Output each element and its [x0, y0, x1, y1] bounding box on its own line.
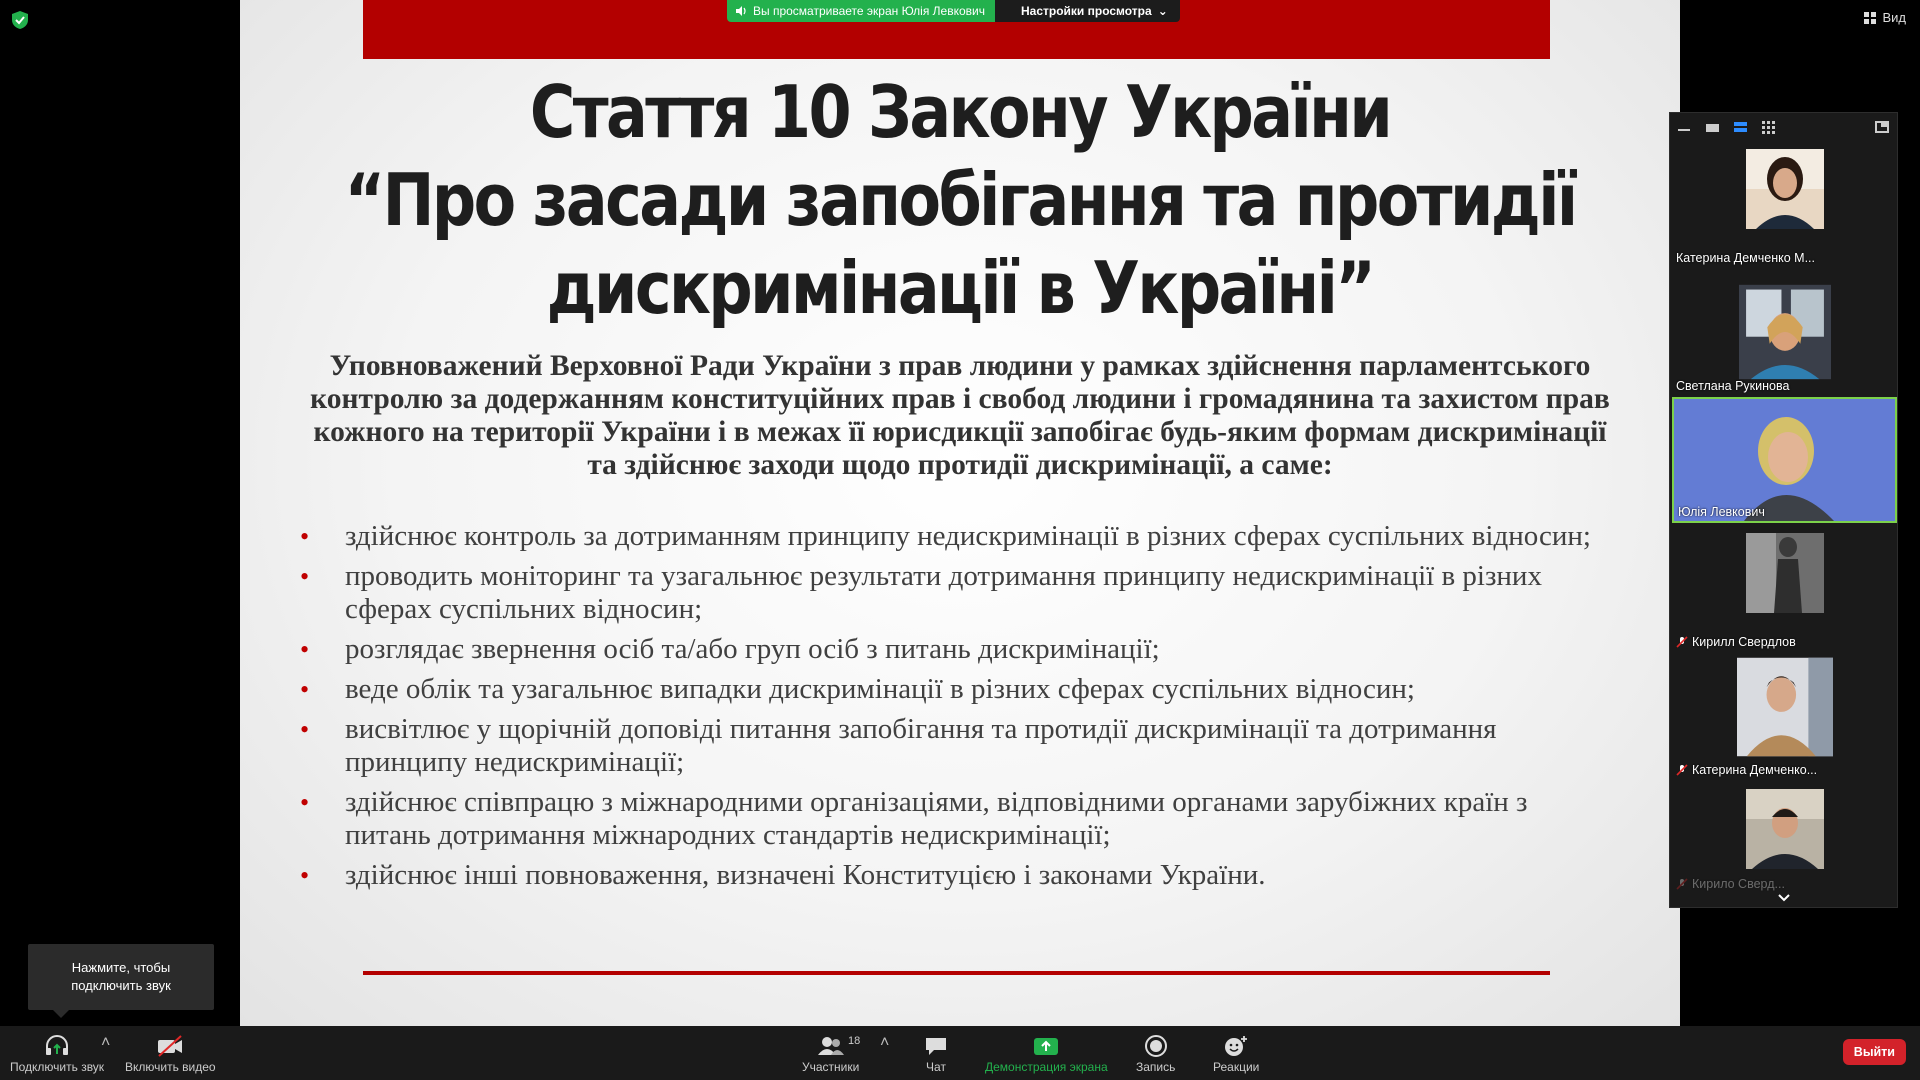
participant-video	[1746, 789, 1824, 869]
record-icon	[1144, 1034, 1168, 1058]
participant-name: Кирило Сверд...	[1676, 877, 1785, 891]
slide-bullet: • здійснює співпрацю з міжнародними організаціями, відповідними органами зарубіжних країн з питань дотримання міжнародних стандартів недискримінації;	[300, 786, 1528, 851]
participants-icon	[817, 1035, 845, 1057]
slide-lead-paragraph: Уповноважений Верховної Ради України з прав людини у рамках здійснення парламентського контролю за додержанням конституційних прав і свобод людини і громадянина та захистом прав кожного на території України і в межах її юрисдикції запобігає будь-яким формам дискримінації та здійснює заходи щодо протидії дискримінації, а саме:	[310, 350, 1610, 481]
record-label: Запись	[1136, 1060, 1176, 1074]
shared-screen	[240, 0, 1680, 1026]
slide-bullet: • висвітлює у щорічній доповіді питання запобігання та протидії дискримінації та дотримання принципу недискримінації;	[300, 713, 1497, 778]
participant-tile[interactable]	[1672, 525, 1897, 651]
participant-tile[interactable]	[1672, 141, 1897, 267]
participant-tile[interactable]	[1672, 269, 1897, 395]
participant-name: Юлія Левкович	[1678, 505, 1765, 519]
participant-video	[1746, 149, 1824, 229]
chevron-down-icon: ⌄	[1157, 4, 1168, 18]
mic-muted-icon	[1676, 878, 1688, 890]
mic-muted-icon	[1676, 764, 1688, 776]
hide-video-icon[interactable]	[1706, 121, 1720, 133]
participant-video	[1674, 399, 1895, 521]
join-audio-label: Подключить звук	[10, 1060, 105, 1074]
chevron-down-icon[interactable]	[1777, 893, 1791, 903]
slide-title-line: “Про засади запобігання та протидії	[344, 158, 1576, 242]
bullet-dot-icon: •	[300, 635, 310, 664]
slide-footer-line	[363, 971, 1550, 975]
participant-video-panel	[1669, 112, 1898, 908]
audio-options-chevron-icon[interactable]: ˄	[101, 1034, 111, 1051]
start-video-button[interactable]	[125, 1032, 216, 1074]
participant-tile-active[interactable]	[1672, 397, 1897, 523]
slide-bullet: • здійснює інші повноваження, визначені Конституцією і законами України.	[300, 859, 1266, 891]
share-screen-icon	[1033, 1035, 1059, 1057]
participants-count: 18	[848, 1035, 861, 1047]
speaker-view-icon[interactable]	[1734, 121, 1748, 133]
participant-name: Катерина Демченко...	[1676, 763, 1817, 777]
participants-options-chevron-icon[interactable]: ˄	[880, 1034, 890, 1051]
minimize-icon[interactable]	[1678, 121, 1692, 133]
slide-bullet: • проводить моніторинг та узагальнює результати дотримання принципу недискримінації в різних сферах суспільних відносин;	[300, 560, 1542, 625]
record-button[interactable]	[1136, 1032, 1175, 1074]
participant-name: Катерина Демченко М...	[1676, 251, 1816, 265]
start-video-label: Включить видео	[125, 1060, 216, 1074]
bullet-dot-icon: •	[300, 788, 310, 817]
chat-button[interactable]	[924, 1032, 948, 1074]
popout-icon[interactable]	[1875, 121, 1889, 133]
bullet-dot-icon: •	[300, 675, 310, 704]
join-audio-tooltip: Нажмите, чтобы подключить звук	[28, 944, 214, 1010]
bullet-dot-icon: •	[300, 562, 310, 591]
viewing-indicator	[727, 0, 995, 22]
view-button[interactable]	[1864, 10, 1906, 25]
participants-label: Участники	[802, 1060, 860, 1074]
participant-tile[interactable]	[1672, 781, 1897, 893]
slide-bullet: • веде облік та узагальнює випадки дискримінації в різних сферах суспільних відносин;	[300, 673, 1415, 705]
participant-video	[1739, 269, 1831, 395]
participant-name: Светлана Рукинова	[1676, 379, 1790, 393]
shield-icon[interactable]	[10, 10, 30, 30]
participant-video	[1737, 653, 1833, 761]
gallery-view-icon[interactable]	[1762, 121, 1776, 133]
video-panel-toolbar	[1670, 113, 1897, 141]
slide-title-line: дискримінації в Україні”	[546, 246, 1374, 330]
view-options-button[interactable]	[995, 0, 1180, 22]
share-screen-label: Демонстрация экрана	[985, 1060, 1108, 1074]
slide-bullet-list	[300, 520, 1620, 899]
slide-bullet: • розглядає звернення осіб та/або груп осіб з питань дискримінації;	[300, 633, 1160, 665]
slide-title-line: Стаття 10 Закону України	[529, 70, 1391, 154]
leave-button[interactable]: Выйти	[1843, 1039, 1906, 1065]
chat-label: Чат	[926, 1060, 946, 1074]
reactions-button[interactable]	[1213, 1032, 1259, 1074]
view-grid-icon	[1864, 12, 1876, 24]
slide-title	[341, 68, 1579, 332]
video-off-icon	[156, 1035, 184, 1057]
share-screen-button[interactable]	[985, 1032, 1108, 1074]
view-options-label: Настройки просмотра	[1020, 4, 1152, 18]
mic-muted-icon	[1676, 636, 1688, 648]
reactions-label: Реакции	[1213, 1060, 1260, 1074]
participant-name: Кирилл Свердлов	[1676, 635, 1796, 649]
headphones-icon	[44, 1035, 70, 1057]
viewing-text: Вы просматриваете экран Юлія Левкович	[753, 4, 985, 18]
bullet-dot-icon: •	[300, 715, 310, 744]
view-button-label: Вид	[1882, 10, 1906, 25]
speaker-icon	[735, 5, 747, 17]
reactions-icon	[1223, 1034, 1249, 1058]
participant-tile[interactable]	[1672, 653, 1897, 779]
bullet-dot-icon: •	[300, 861, 310, 890]
meeting-controls-bar	[0, 1026, 1920, 1080]
join-audio-button[interactable]	[10, 1032, 104, 1074]
participant-video	[1746, 533, 1824, 613]
screen-share-banner	[727, 0, 1180, 22]
slide-bullet: • здійснює контроль за дотриманням принципу недискримінації в різних сферах суспільних відносин;	[300, 520, 1591, 552]
chat-icon	[924, 1035, 948, 1057]
bullet-dot-icon: •	[300, 522, 310, 551]
